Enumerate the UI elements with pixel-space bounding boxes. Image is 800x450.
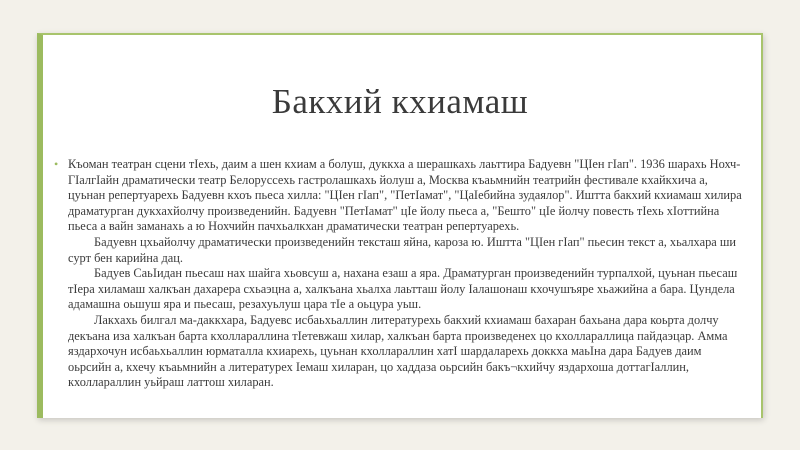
bullet-icon: • xyxy=(54,157,59,171)
paragraph-4: Лакхахь билгал ма-даккхара, Бадуевс исбаьхьаллин литературехь бакхий кхиамаш бахаран бахьана дара коьрта долчу декъана иза халкъан барта кхоллараллина тIетевжаш хилар, халкъан барта произведенех цо кхоллараллица пайдаэцар. Амма яздархочун исбаьхьаллин юрматалла кхиарехь, цуьнан кхоллараллин хатI шардаларехь доккха маьIна дара Бадуев даим оьрсийн а, кхечу къаьмнийн а литературех Iемаш хиларан, цо хаддаза оьрсийн бакъ¬кхийчу яздархоша доттагIаллин, кхоллараллин уьйраш латтош хиларан. xyxy=(68,312,728,390)
paragraph-3: Бадуев СаьIидан пьесаш нах шайга хьовсуш а, нахана езаш а яра. Драматурган произведенийн турпалхой, цуьнан пьесаш тIера хиламаш халкъан дахарера схьаэцна а, халкъана хьалха лаьтташ йолу Iалашонаш кхочушъяре хьажийна а бара. Цундела адамашна оьшуш яра и пьесаш, резахуьлуш цара тIе а оьцура уьш. xyxy=(68,266,738,312)
slide-title: Бакхий кхиамаш xyxy=(271,82,529,121)
paragraph-2: Бадуевн цхьайолчу драматически произведенийн тексташ яйна, кароза ю. Иштта "ЦIен гIап" пьесин текст а, хьалхара ши сурт бен карийна дац. xyxy=(68,234,737,265)
paragraph-1: Къоман театран сцени тIехь, даим а шен кхиам а болуш, дуккха а шерашкахь лаьттира Бадуевн "ЦIен гIап". 1936 шарахь Нохч-ГIалгIайн драматически театр Белоруссехь гастролашкахь йолуш а, Москва къаьмнийн театрийн фестивале кхайкхича а, цуьнан репертуарехь Бадуевн кхоъ пьеса хилла: "ЦIен гIап", "ПетIамат", "ЦаIебийна зудаялор". Иштта бакхий кхиамаш хилира драматурган дукхахйолчу произведенийн. Бадуевн "ПетIамат" цIе йолу пьеса а, "Бешто" цIе йолчу повесть тIехь хIоттийна пьеса а вайн заманахь а ю Нохчийн пачхьалкхан драматически театран репертуарехь. xyxy=(68,157,742,234)
slide-body xyxy=(54,157,748,391)
